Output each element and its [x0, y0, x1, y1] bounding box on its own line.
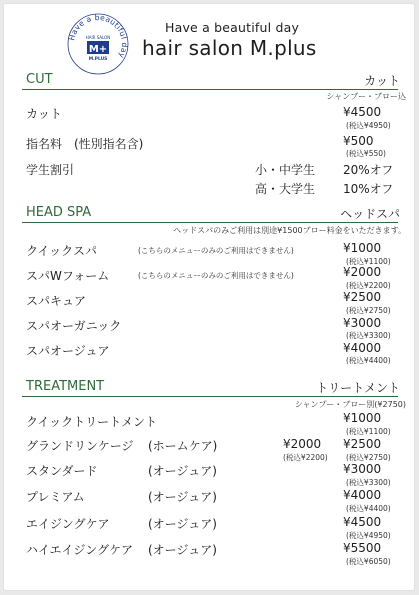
menu-item-price-mid: ¥2000: [283, 437, 322, 451]
menu-item-tax: (税込¥2750): [346, 453, 391, 462]
menu-item-kind: (オージュア): [148, 517, 217, 531]
menu-item-tax: (税込¥4400): [346, 504, 391, 513]
cut-heading-jp: カット: [364, 74, 400, 88]
menu-item-tax: (税込¥2750): [346, 306, 391, 315]
cut-heading: CUT: [26, 72, 53, 87]
menu-item-tax: (税込¥550): [346, 149, 386, 158]
menu-item-name: スパオージュア: [26, 344, 110, 358]
logo-ring-text: Have a beautiful day: [67, 12, 130, 60]
menu-item-name: 指名料 (性別指名含): [26, 137, 144, 151]
menu-item-name: プレミアム: [26, 490, 85, 504]
menu-item-tax: (税込¥3300): [346, 331, 391, 340]
student-level-1: 小・中学生: [255, 163, 316, 177]
headspa-note: ヘッドスパのみご利用は別途¥1500ブロー料金をいただきます。: [173, 226, 406, 235]
salon-logo: [66, 12, 130, 76]
treatment-heading: TREATMENT: [26, 379, 105, 394]
menu-item-name: スタンダード: [26, 464, 98, 478]
menu-item-kind: (オージュア): [148, 490, 217, 504]
menu-item-name: クイックスパ: [26, 244, 98, 258]
menu-item-price: ¥2500: [343, 290, 382, 304]
headspa-heading: HEAD SPA: [26, 205, 92, 220]
menu-item-name: スパキュア: [26, 294, 87, 308]
logo-small-text: HAIR SALON: [85, 35, 111, 40]
student-discount-2: 10%オフ: [343, 182, 394, 196]
menu-item-tax: (税込¥1100): [346, 427, 391, 436]
menu-item-tax: (税込¥4400): [346, 356, 391, 365]
menu-item-price: ¥1000: [343, 241, 382, 255]
menu-item-tax: (税込¥2200): [346, 281, 391, 290]
student-discount-1: 20%オフ: [343, 163, 394, 177]
menu-item-price: ¥5500: [343, 541, 382, 555]
headspa-divider: [22, 222, 398, 223]
menu-item-name: グランドリンケージ: [26, 439, 134, 453]
menu-item-name: スパWフォーム: [26, 269, 110, 283]
menu-item-price: ¥4000: [343, 488, 382, 502]
menu-item-kind: (オージュア): [148, 543, 217, 557]
menu-item-tax: (税込¥1100): [346, 257, 391, 266]
menu-item-price: ¥500: [343, 134, 374, 148]
page-title: hair salon M.plus: [142, 36, 317, 60]
menu-item-price: ¥3000: [343, 316, 382, 330]
menu-item-price: ¥4500: [343, 515, 382, 529]
menu-item-name: 学生割引: [26, 163, 75, 177]
treatment-note: シャンプー・ブロー別(¥2750): [294, 400, 406, 409]
treatment-divider: [22, 396, 398, 397]
menu-item-price: ¥4500: [343, 105, 382, 119]
menu-item-name: ハイエイジングケア: [26, 543, 133, 557]
menu-item-name: クイックトリートメント: [26, 415, 158, 429]
menu-item-price: ¥1000: [343, 411, 382, 425]
menu-item-name: カット: [26, 107, 62, 121]
menu-item-name: スパオーガニック: [26, 319, 122, 333]
menu-item-tax: (税込¥3300): [346, 478, 391, 487]
menu-item-price: ¥4000: [343, 341, 382, 355]
menu-item-note: (こちらのメニューのみのご利用はできません): [138, 271, 294, 280]
tagline: Have a beautiful day: [165, 20, 300, 35]
menu-item-price: ¥2000: [343, 265, 382, 279]
menu-item-price: ¥2500: [343, 437, 382, 451]
student-level-2: 高・大学生: [255, 182, 316, 196]
menu-item-kind: (ホームケア): [148, 439, 218, 453]
cut-divider: [22, 89, 398, 90]
headspa-heading-jp: ヘッドスパ: [340, 207, 400, 221]
menu-item-price: ¥3000: [343, 462, 382, 476]
menu-item-note: (こちらのメニューのみのご利用はできません): [138, 246, 294, 255]
treatment-heading-jp: トリートメント: [316, 381, 400, 395]
logo-mark: M+: [88, 44, 108, 55]
menu-item-name: エイジングケア: [26, 517, 110, 531]
menu-item-tax: (税込¥4950): [346, 121, 391, 130]
menu-item-tax-mid: (税込¥2200): [283, 453, 328, 462]
menu-item-kind: (オージュア): [148, 464, 217, 478]
menu-item-tax: (税込¥6050): [346, 557, 391, 566]
cut-note: シャンプー・ブロー込: [326, 92, 406, 101]
menu-item-tax: (税込¥4950): [346, 531, 391, 540]
logo-brand: M.PLUS: [88, 57, 108, 62]
